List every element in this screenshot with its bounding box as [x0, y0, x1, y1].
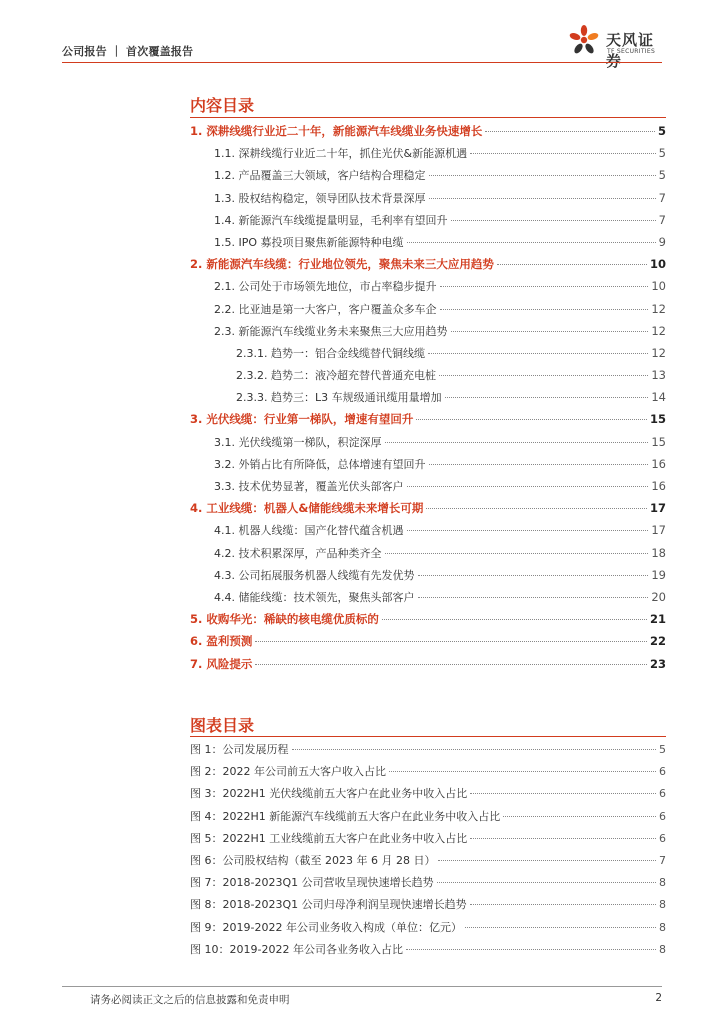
toc-entry[interactable]: [190, 320, 666, 342]
toc-entry-title: 3. 光伏线缆：行业第一梯队，增速有望回升: [190, 412, 414, 427]
figures-title: 图表目录: [190, 716, 255, 735]
toc-entry-page: 17: [649, 501, 666, 516]
figure-entry-title: 图 8：2018-2023Q1 公司归母净利润呈现快速增长趋势: [190, 898, 467, 912]
toc-title: 内容目录: [190, 96, 255, 115]
toc-entry-title: 6. 盈利预测: [190, 634, 253, 649]
toc-entry[interactable]: [190, 386, 666, 408]
dot-leader: [465, 926, 656, 928]
toc-entry-page: 14: [651, 390, 666, 405]
toc-title-divider: [190, 117, 666, 118]
figure-entry-title: 图 10：2019-2022 年公司各业务收入占比: [190, 942, 403, 956]
toc-entry[interactable]: [190, 231, 666, 253]
toc-entry[interactable]: [190, 342, 666, 364]
dot-leader: [407, 485, 649, 487]
toc-entry[interactable]: [190, 298, 666, 320]
toc-entry-title: 2.2. 比亚迪是第一大客户，客户覆盖众多车企: [214, 302, 437, 316]
dot-leader: [418, 596, 649, 598]
toc-entry-page: 9: [658, 234, 666, 249]
figures-list: [190, 739, 666, 961]
toc-entry-page: 16: [651, 456, 666, 471]
toc-entry-page: 19: [651, 567, 666, 582]
toc-entry-title: 1.5. IPO 募投项目聚焦新能源特种电缆: [214, 235, 404, 249]
dot-leader: [389, 770, 656, 772]
dot-leader: [470, 792, 656, 794]
toc-entry[interactable]: [190, 497, 666, 519]
toc-entry-page: 23: [649, 656, 666, 671]
dot-leader: [407, 241, 656, 243]
toc-entry[interactable]: [190, 120, 666, 142]
figure-entry[interactable]: [190, 828, 666, 850]
dot-leader: [437, 881, 656, 883]
toc-entry-page: 21: [649, 612, 666, 627]
toc-entry[interactable]: [190, 586, 666, 608]
toc-entry-title: 1.3. 股权结构稳定，领导团队技术背景深厚: [214, 191, 426, 205]
disclaimer-text: 请务必阅读正文之后的信息披露和免责申明: [90, 994, 290, 1006]
dot-leader: [470, 903, 656, 905]
toc-entry-page: 18: [651, 545, 666, 560]
toc-entry[interactable]: [190, 630, 666, 652]
toc-entry-title: 3.2. 外销占比有所降低，总体增速有望回升: [214, 457, 426, 471]
toc-entry-page: 16: [651, 479, 666, 493]
toc-entry-title: 3.3. 技术优势显著，覆盖光伏头部客户: [214, 480, 404, 493]
figure-entry-page: 7: [659, 853, 666, 867]
dot-leader: [503, 815, 656, 817]
toc-entry-page: 5: [657, 124, 666, 138]
figure-entry[interactable]: [190, 783, 666, 805]
toc-entry[interactable]: [190, 164, 666, 186]
toc-entry[interactable]: [190, 187, 666, 209]
toc-list: [190, 120, 666, 675]
toc-entry-page: 12: [651, 345, 666, 360]
toc-entry[interactable]: [190, 519, 666, 541]
toc-entry-title: 1.4. 新能源汽车线缆提量明显，毛利率有望回升: [214, 213, 448, 227]
dot-leader: [416, 418, 647, 420]
dot-leader: [497, 263, 647, 265]
toc-entry-page: 5: [658, 168, 666, 183]
dot-leader: [451, 330, 649, 332]
dot-leader: [255, 663, 647, 665]
dot-leader: [407, 529, 649, 531]
toc-entry[interactable]: [190, 209, 666, 231]
dot-leader: [470, 837, 656, 839]
figure-entry[interactable]: [190, 939, 666, 961]
toc-entry-title: 1.2. 产品覆盖三大领域，客户结构合理稳定: [214, 169, 426, 183]
toc-entry-page: 7: [658, 212, 666, 227]
toc-entry-title: 7. 风险提示: [190, 656, 253, 671]
toc-entry-title: 1. 深耕线缆行业近二十年，新能源汽车线缆业务快速增长: [190, 124, 483, 138]
figure-entry-page: 8: [659, 920, 666, 934]
page-number: 2: [655, 992, 662, 1004]
dot-leader: [385, 552, 649, 554]
figure-entry[interactable]: [190, 872, 666, 894]
toc-entry[interactable]: [190, 453, 666, 475]
toc-entry-page: 5: [658, 146, 666, 161]
dot-leader: [429, 197, 656, 199]
toc-entry-page: 20: [651, 589, 666, 604]
dot-leader: [426, 507, 647, 509]
toc-entry-page: 7: [658, 190, 666, 205]
dot-leader: [470, 152, 656, 154]
toc-entry-title: 5. 收购华光：稀缺的核电缆优质标的: [190, 612, 379, 627]
toc-entry[interactable]: [190, 431, 666, 453]
toc-entry-title: 2.3. 新能源汽车线缆业务未来聚焦三大应用趋势: [214, 324, 448, 338]
figure-entry[interactable]: [190, 806, 666, 828]
toc-entry[interactable]: [190, 408, 666, 430]
toc-entry-page: 12: [651, 323, 666, 338]
figure-entry-title: 图 1：公司发展历程: [190, 743, 289, 756]
toc-entry[interactable]: [190, 542, 666, 564]
figure-entry-page: 8: [659, 942, 666, 956]
figure-entry-page: 6: [659, 809, 666, 823]
toc-entry-title: 2.3.3. 趋势三：L3 车规级通讯缆用量增加: [236, 391, 442, 405]
dot-leader: [485, 130, 655, 132]
figure-entry[interactable]: [190, 761, 666, 783]
figure-entry-title: 图 2：2022 年公司前五大客户收入占比: [190, 765, 386, 779]
report-type-label: 公司报告 ｜ 首次覆盖报告: [62, 45, 194, 58]
dot-leader: [440, 308, 649, 310]
toc-entry[interactable]: [190, 608, 666, 630]
brand-name-cn: 天风证券: [606, 31, 655, 70]
footer-divider: [62, 986, 662, 987]
brand-name-en: TF SECURITIES: [607, 48, 656, 55]
dot-leader: [406, 948, 656, 950]
header-divider: [62, 62, 662, 63]
toc-entry-title: 4.1. 机器人线缆：国产化替代蕴含机遇: [214, 524, 404, 538]
toc-entry[interactable]: [190, 275, 666, 297]
dot-leader: [429, 463, 649, 465]
toc-entry-title: 4.4. 储能线缆：技术领先，聚焦头部客户: [214, 590, 415, 604]
dot-leader: [438, 859, 656, 861]
toc-entry-title: 3.1. 光伏线缆第一梯队，积淀深厚: [214, 435, 382, 449]
toc-entry-title: 4.2. 技术积累深厚，产品种类齐全: [214, 546, 382, 560]
logo-flower-icon: [568, 24, 600, 56]
dot-leader: [451, 219, 656, 221]
figure-entry[interactable]: [190, 894, 666, 916]
toc-entry-title: 1.1. 深耕线缆行业近二十年，抓住光伏&新能源机遇: [214, 147, 468, 161]
dot-leader: [385, 441, 649, 443]
toc-entry-title: 2.3.1. 趋势一：铝合金线缆替代铜线缆: [236, 346, 425, 360]
figure-entry-page: 8: [659, 898, 666, 912]
toc-entry-page: 13: [651, 368, 666, 383]
dot-leader: [382, 618, 647, 620]
figures-title-divider: [190, 736, 666, 737]
dot-leader: [429, 174, 656, 176]
toc-entry[interactable]: [190, 475, 666, 497]
toc-entry-page: 15: [649, 412, 666, 427]
figure-entry-title: 图 9：2019-2022 年公司业务收入构成（单位：亿元）: [190, 920, 462, 934]
dot-leader: [428, 352, 648, 354]
toc-entry-title: 2.1. 公司处于市场领先地位，市占率稳步提升: [214, 280, 437, 294]
figure-entry-title: 图 6：公司股权结构（截至 2023 年 6 月 28 日）: [190, 853, 436, 867]
toc-entry[interactable]: [190, 564, 666, 586]
dot-leader: [445, 396, 649, 398]
toc-entry[interactable]: [190, 253, 666, 275]
figure-entry-title: 图 4：2022H1 新能源汽车线缆前五大客户在此业务中收入占比: [190, 809, 501, 823]
figure-entry-title: 图 3：2022H1 光伏线缆前五大客户在此业务中收入占比: [190, 787, 468, 801]
toc-entry-page: 10: [651, 279, 666, 294]
toc-entry-title: 2. 新能源汽车线缆：行业地位领先，聚焦未来三大应用趋势: [190, 257, 494, 272]
figure-entry[interactable]: [190, 850, 666, 872]
toc-entry-page: 12: [651, 301, 666, 316]
brand-logo: [568, 24, 668, 70]
toc-entry[interactable]: [190, 653, 666, 675]
toc-entry[interactable]: [190, 142, 666, 164]
dot-leader: [439, 374, 648, 376]
figure-entry-title: 图 5：2022H1 工业线缆前五大客户在此业务中收入占比: [190, 831, 468, 845]
dot-leader: [255, 640, 647, 642]
figure-entry-page: 6: [659, 831, 666, 845]
figure-entry-page: 8: [659, 876, 666, 890]
figure-entry-title: 图 7：2018-2023Q1 公司营收呈现快速增长趋势: [190, 876, 434, 890]
toc-entry-page: 15: [651, 434, 666, 449]
toc-entry-page: 22: [649, 634, 666, 649]
figure-entry-page: 5: [659, 743, 666, 756]
toc-entry-title: 4.3. 公司拓展服务机器人线缆有先发优势: [214, 568, 415, 582]
toc-entry-title: 4. 工业线缆：机器人&储能线缆未来增长可期: [190, 501, 424, 516]
figure-entry-page: 6: [659, 765, 666, 779]
toc-entry-page: 17: [651, 523, 666, 538]
toc-entry-page: 10: [649, 257, 666, 272]
toc-entry-title: 2.3.2. 趋势二：液冷超充替代普通充电桩: [236, 369, 436, 383]
dot-leader: [440, 285, 649, 287]
dot-leader: [292, 748, 657, 750]
figure-entry[interactable]: [190, 739, 666, 761]
dot-leader: [418, 574, 649, 576]
figure-entry-page: 6: [659, 787, 666, 801]
toc-entry[interactable]: [190, 364, 666, 386]
figure-entry[interactable]: [190, 917, 666, 939]
